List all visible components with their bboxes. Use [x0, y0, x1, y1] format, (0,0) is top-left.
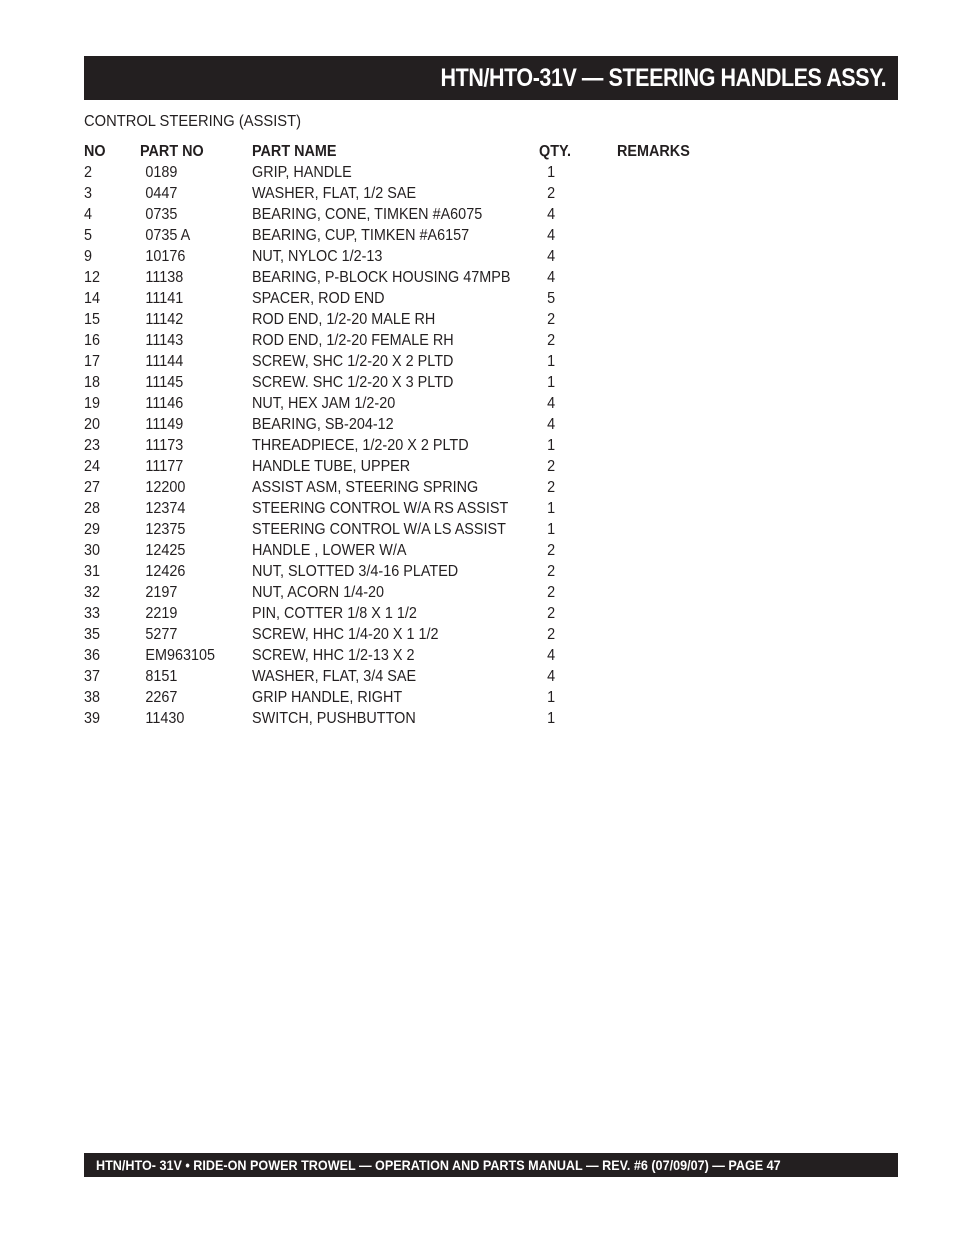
- table-row: [84, 309, 737, 330]
- cell-part-name: NUT, NYLOC 1/2-13: [252, 248, 383, 265]
- footer-bar: [84, 1153, 898, 1177]
- table-row: [84, 162, 737, 183]
- cell-qty: 1: [547, 353, 556, 370]
- table-row: [84, 645, 737, 666]
- parts-table: [84, 141, 737, 729]
- cell-part-name: STEERING CONTROL W/A LS ASSIST: [252, 521, 506, 538]
- cell-remarks: [617, 288, 737, 309]
- cell-part-name: BEARING, CONE, TIMKEN #A6075: [252, 206, 483, 223]
- cell-no: 4: [84, 206, 93, 223]
- cell-part-name: GRIP, HANDLE: [252, 164, 352, 181]
- cell-qty: 4: [547, 248, 556, 265]
- cell-part-name: BEARING, SB-204-12: [252, 416, 394, 433]
- cell-remarks: [617, 372, 737, 393]
- cell-part-name: WASHER, FLAT, 1/2 SAE: [252, 185, 417, 202]
- cell-remarks: [617, 456, 737, 477]
- cell-qty: 1: [547, 500, 556, 517]
- cell-part-name: WASHER, FLAT, 3/4 SAE: [252, 668, 417, 685]
- cell-no: 36: [84, 647, 101, 664]
- cell-qty: 2: [547, 542, 556, 559]
- cell-qty: 2: [547, 332, 556, 349]
- cell-part-no: 11177: [145, 458, 184, 475]
- cell-part-no: 12425: [145, 542, 186, 559]
- cell-no: 14: [84, 290, 101, 307]
- cell-qty: 4: [547, 206, 556, 223]
- cell-part-name: SCREW, SHC 1/2-20 X 2 PLTD: [252, 353, 454, 370]
- cell-remarks: [617, 330, 737, 351]
- table-row: [84, 498, 737, 519]
- table-row: [84, 666, 737, 687]
- cell-part-no: 11138: [145, 269, 184, 286]
- cell-no: 5: [84, 227, 93, 244]
- cell-part-no: 11144: [145, 353, 184, 370]
- cell-remarks: [617, 708, 737, 729]
- table-row: [84, 204, 737, 225]
- cell-part-name: ASSIST ASM, STEERING SPRING: [252, 479, 479, 496]
- cell-part-no: 11143: [145, 332, 184, 349]
- cell-part-no: 5277: [145, 626, 178, 643]
- table-row: [84, 246, 737, 267]
- table-row: [84, 624, 737, 645]
- column-header-no: NO: [84, 143, 106, 160]
- cell-part-no: 2219: [145, 605, 178, 622]
- column-header-qty: QTY.: [539, 143, 572, 160]
- table-row: [84, 225, 737, 246]
- cell-no: 39: [84, 710, 101, 727]
- cell-remarks: [617, 393, 737, 414]
- cell-no: 15: [84, 311, 101, 328]
- cell-no: 30: [84, 542, 101, 559]
- parts-table-header: [84, 141, 737, 162]
- cell-remarks: [617, 225, 737, 246]
- cell-no: 2: [84, 164, 93, 181]
- cell-remarks: [617, 267, 737, 288]
- column-header-remarks: REMARKS: [617, 143, 690, 160]
- cell-qty: 2: [547, 311, 556, 328]
- cell-part-name: THREADPIECE, 1/2-20 X 2 PLTD: [252, 437, 469, 454]
- cell-part-no: 12374: [145, 500, 186, 517]
- cell-part-name: ROD END, 1/2-20 MALE RH: [252, 311, 436, 328]
- cell-part-name: BEARING, P-BLOCK HOUSING 47MPB: [252, 269, 511, 286]
- cell-part-name: NUT, ACORN 1/4-20: [252, 584, 385, 601]
- cell-no: 18: [84, 374, 101, 391]
- table-row: [84, 456, 737, 477]
- cell-remarks: [617, 540, 737, 561]
- table-row: [84, 435, 737, 456]
- cell-no: 23: [84, 437, 101, 454]
- table-row: [84, 603, 737, 624]
- cell-qty: 2: [547, 479, 556, 496]
- cell-no: 16: [84, 332, 101, 349]
- table-row: [84, 288, 737, 309]
- cell-part-no: 11145: [145, 374, 184, 391]
- cell-qty: 2: [547, 584, 556, 601]
- cell-remarks: [617, 582, 737, 603]
- cell-remarks: [617, 666, 737, 687]
- cell-part-no: 8151: [145, 668, 178, 685]
- cell-remarks: [617, 624, 737, 645]
- cell-qty: 4: [547, 269, 556, 286]
- cell-part-no: 0735: [145, 206, 178, 223]
- cell-qty: 4: [547, 416, 556, 433]
- cell-part-name: BEARING, CUP, TIMKEN #A6157: [252, 227, 470, 244]
- cell-no: 29: [84, 521, 101, 538]
- cell-no: 17: [84, 353, 101, 370]
- cell-remarks: [617, 351, 737, 372]
- cell-part-no: 11142: [145, 311, 184, 328]
- cell-qty: 4: [547, 668, 556, 685]
- cell-remarks: [617, 162, 737, 183]
- cell-remarks: [617, 204, 737, 225]
- cell-part-no: 11146: [145, 395, 184, 412]
- cell-part-name: PIN, COTTER 1/8 X 1 1/2: [252, 605, 417, 622]
- table-row: [84, 519, 737, 540]
- cell-remarks: [617, 498, 737, 519]
- cell-no: 3: [84, 185, 93, 202]
- cell-qty: 1: [547, 689, 556, 706]
- section-label: CONTROL STEERING (ASSIST): [84, 113, 302, 130]
- cell-part-name: SCREW. SHC 1/2-20 X 3 PLTD: [252, 374, 454, 391]
- cell-remarks: [617, 687, 737, 708]
- cell-part-no: 11141: [145, 290, 184, 307]
- page-title-bar: [84, 56, 898, 100]
- cell-no: 20: [84, 416, 101, 433]
- cell-qty: 1: [547, 710, 556, 727]
- cell-remarks: [617, 435, 737, 456]
- cell-no: 12: [84, 269, 101, 286]
- cell-part-name: HANDLE , LOWER W/A: [252, 542, 407, 559]
- cell-part-no: 11149: [145, 416, 184, 433]
- table-row: [84, 414, 737, 435]
- table-row: [84, 372, 737, 393]
- column-header-part-no: PART NO: [140, 143, 204, 160]
- cell-qty: 1: [547, 437, 556, 454]
- cell-qty: 2: [547, 185, 556, 202]
- cell-part-no: 2197: [145, 584, 178, 601]
- cell-no: 27: [84, 479, 101, 496]
- table-row: [84, 183, 737, 204]
- cell-part-no: 0447: [145, 185, 178, 202]
- cell-no: 33: [84, 605, 101, 622]
- cell-no: 31: [84, 563, 101, 580]
- table-row: [84, 561, 737, 582]
- cell-qty: 2: [547, 605, 556, 622]
- cell-remarks: [617, 183, 737, 204]
- table-row: [84, 393, 737, 414]
- cell-qty: 4: [547, 227, 556, 244]
- table-row: [84, 687, 737, 708]
- cell-remarks: [617, 561, 737, 582]
- cell-part-no: 12200: [145, 479, 186, 496]
- cell-no: 9: [84, 248, 93, 265]
- table-row: [84, 582, 737, 603]
- cell-part-name: GRIP HANDLE, RIGHT: [252, 689, 403, 706]
- footer-text: HTN/HTO- 31V • RIDE-ON POWER TROWEL — OPERATION AND PARTS MANUAL — REV. #6 (07/09/07) — PAGE 47: [96, 1157, 781, 1173]
- cell-no: 32: [84, 584, 101, 601]
- cell-qty: 5: [547, 290, 556, 307]
- cell-no: 37: [84, 668, 101, 685]
- cell-part-no: 2267: [145, 689, 178, 706]
- table-row: [84, 540, 737, 561]
- cell-part-no: 12375: [145, 521, 186, 538]
- cell-part-name: STEERING CONTROL W/A RS ASSIST: [252, 500, 509, 517]
- cell-remarks: [617, 414, 737, 435]
- cell-part-name: NUT, HEX JAM 1/2-20: [252, 395, 396, 412]
- table-row: [84, 351, 737, 372]
- cell-remarks: [617, 645, 737, 666]
- cell-remarks: [617, 246, 737, 267]
- cell-qty: 2: [547, 458, 556, 475]
- cell-remarks: [617, 519, 737, 540]
- cell-no: 19: [84, 395, 101, 412]
- cell-part-no: 10176: [145, 248, 186, 265]
- cell-no: 24: [84, 458, 101, 475]
- cell-qty: 2: [547, 563, 556, 580]
- parts-table-body: [84, 162, 737, 729]
- column-header-part-name: PART NAME: [252, 143, 337, 160]
- cell-part-name: SCREW, HHC 1/2-13 X 2: [252, 647, 415, 664]
- cell-remarks: [617, 309, 737, 330]
- cell-part-no: 12426: [145, 563, 186, 580]
- cell-part-name: SCREW, HHC 1/4-20 X 1 1/2: [252, 626, 439, 643]
- cell-qty: 1: [547, 374, 556, 391]
- cell-no: 38: [84, 689, 101, 706]
- header-row: [84, 141, 737, 162]
- cell-part-no: 0189: [145, 164, 178, 181]
- table-row: [84, 330, 737, 351]
- cell-part-no: EM963105: [145, 647, 216, 664]
- cell-qty: 4: [547, 395, 556, 412]
- cell-part-name: SPACER, ROD END: [252, 290, 385, 307]
- cell-qty: 1: [547, 521, 556, 538]
- cell-qty: 2: [547, 626, 556, 643]
- table-row: [84, 477, 737, 498]
- cell-qty: 4: [547, 647, 556, 664]
- cell-qty: 1: [547, 164, 556, 181]
- cell-part-name: NUT, SLOTTED 3/4-16 PLATED: [252, 563, 459, 580]
- cell-part-no: 0735 A: [145, 227, 191, 244]
- table-row: [84, 267, 737, 288]
- cell-no: 28: [84, 500, 101, 517]
- cell-remarks: [617, 603, 737, 624]
- cell-part-no: 11173: [145, 437, 184, 454]
- cell-no: 35: [84, 626, 101, 643]
- cell-remarks: [617, 477, 737, 498]
- table-row: [84, 708, 737, 729]
- cell-part-name: SWITCH, PUSHBUTTON: [252, 710, 416, 727]
- page-title: HTN/HTO-31V — STEERING HANDLES ASSY.: [440, 63, 886, 92]
- cell-part-name: ROD END, 1/2-20 FEMALE RH: [252, 332, 454, 349]
- cell-part-name: HANDLE TUBE, UPPER: [252, 458, 411, 475]
- cell-part-no: 11430: [145, 710, 185, 727]
